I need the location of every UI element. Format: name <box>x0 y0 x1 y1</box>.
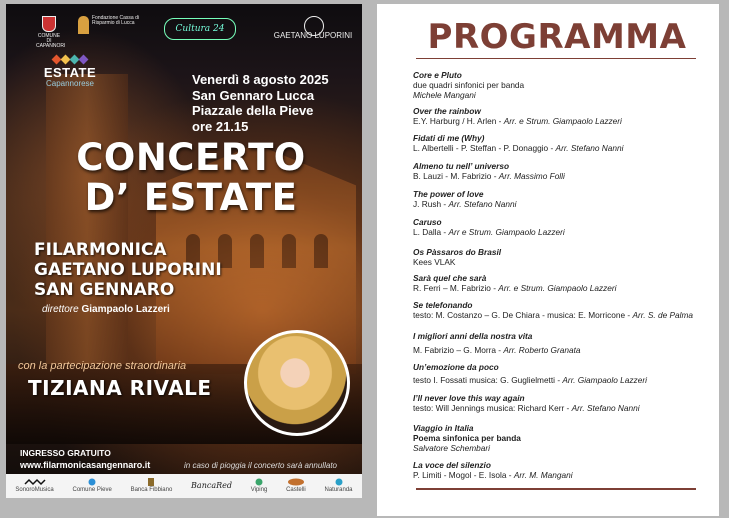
event-venue: Piazzale della Pieve <box>192 103 314 118</box>
oval-icon <box>287 478 305 486</box>
gaetano-luporini-logo: GAETANO LUPORINI <box>264 16 362 46</box>
programme-item: Un’emozione da poco testo I. Fossati musica: G. Guglielmetti - Arr. Giampaolo Lazzeri <box>413 362 647 385</box>
crest-icon <box>42 16 56 32</box>
concert-poster <box>6 4 362 498</box>
fondazione-logo: Fondazione Cassa di Risparmio di Lucca <box>78 16 142 26</box>
sponsor-logo: SonoroMusica <box>15 478 53 494</box>
circle-icon <box>87 478 97 486</box>
leaf-icon <box>254 478 264 486</box>
divider <box>416 58 696 59</box>
programme-item: The power of love J. Rush - Arr. Stefano Nanni <box>413 189 517 209</box>
guest-name: TIZIANA RIVALE <box>28 376 212 400</box>
diamond-icons <box>34 56 106 63</box>
programme-item: Os Pàssaros do Brasil Kees VLAK <box>413 247 502 267</box>
sponsor-logo: BancaRed <box>191 480 232 490</box>
rain-notice: in caso di pioggia il concerto sarà annullato <box>184 461 337 470</box>
arch-window <box>314 234 328 268</box>
comune-logo: COMUNE DI CAPANNORI <box>36 16 62 49</box>
programme-item: I’ll never love this way again testo: Will Jennings musica: Richard Kerr - Arr. Stefano Nanni <box>413 393 640 413</box>
programme-title: PROGRAMMA <box>427 17 687 57</box>
sponsor-logo: Castelli <box>286 478 306 494</box>
diamond-icon <box>79 55 89 65</box>
crest-icon <box>146 478 156 486</box>
programme-item: Caruso L. Dalla - Arr e Strum. Giampaolo Lazzeri <box>413 217 565 237</box>
arch-window <box>282 234 296 268</box>
event-date: Venerdì 8 agosto 2025 <box>192 72 329 87</box>
programme-item: Almeno tu nell’ universo B. Lauzi - M. Fabrizio - Arr. Massimo Folli <box>413 161 565 181</box>
programme-item: Viaggio in Italia Poema sinfonica per banda Salvatore Schembari <box>413 423 521 453</box>
programme-item: La voce del silenzio P. Limiti - Mogol - E. Isola - Arr. M. Mangani <box>413 460 573 480</box>
programme-item: I migliori anni della nostra vita M. Fabrizio – G. Morra - Arr. Roberto Granata <box>413 331 581 355</box>
sponsor-logo: Comune Pieve <box>72 478 111 494</box>
wave-icon <box>24 478 46 486</box>
website-link[interactable]: www.filarmonicasangennaro.it <box>20 460 151 470</box>
sponsor-logo: Viping <box>251 478 268 494</box>
programme-item: Se telefonando testo: M. Costanzo – G. De Chiara - musica: E. Morricone - Arr. S. de Palma <box>413 300 694 320</box>
guest-portrait-photo <box>244 330 350 436</box>
sponsor-bar <box>6 474 362 498</box>
programme-item: Fidati di me (Why) L. Albertelli - P. Steffan - P. Donaggio - Arr. Stefano Nanni <box>413 133 624 153</box>
cultura-logo: Cultura 24 <box>164 18 236 40</box>
orchestra-name: FILARMONICA GAETANO LUPORINI SAN GENNARO <box>34 240 222 300</box>
programme-item: Over the rainbow E.Y. Harburg / H. Arlen - Arr. e Strum. Giampaolo Lazzeri <box>413 106 622 126</box>
event-place: San Gennaro Lucca <box>192 87 315 103</box>
programme-panel <box>377 4 719 516</box>
fondazione-mark-icon <box>78 16 89 34</box>
direttore: direttore Giampaolo Lazzeri <box>42 304 170 315</box>
sponsor-logo: Naturanda <box>325 478 353 494</box>
partecipazione-label: con la partecipazione straordinaria <box>18 360 187 372</box>
poster-title: CONCERTO D’ ESTATE <box>76 136 306 219</box>
drop-icon <box>334 478 344 486</box>
bell-tower-graphic <box>46 74 128 364</box>
event-time: ore 21.15 <box>192 118 249 134</box>
ingresso-gratuito: INGRESSO GRATUITO <box>20 448 111 458</box>
sponsor-logo: Banca Fibbiano <box>131 478 173 494</box>
divider <box>416 488 696 490</box>
estate-capannorese-logo: ESTATE Capannorese <box>34 56 106 88</box>
event-info <box>192 72 362 134</box>
programme-item: Sarà quel che sarà R. Ferri – M. Fabrizio - Arr. e Strum. Giampaolo Lazzeri <box>413 273 617 293</box>
programme-item: Core e Pluto due quadri sinfonici per banda Michele Mangani <box>413 70 525 100</box>
